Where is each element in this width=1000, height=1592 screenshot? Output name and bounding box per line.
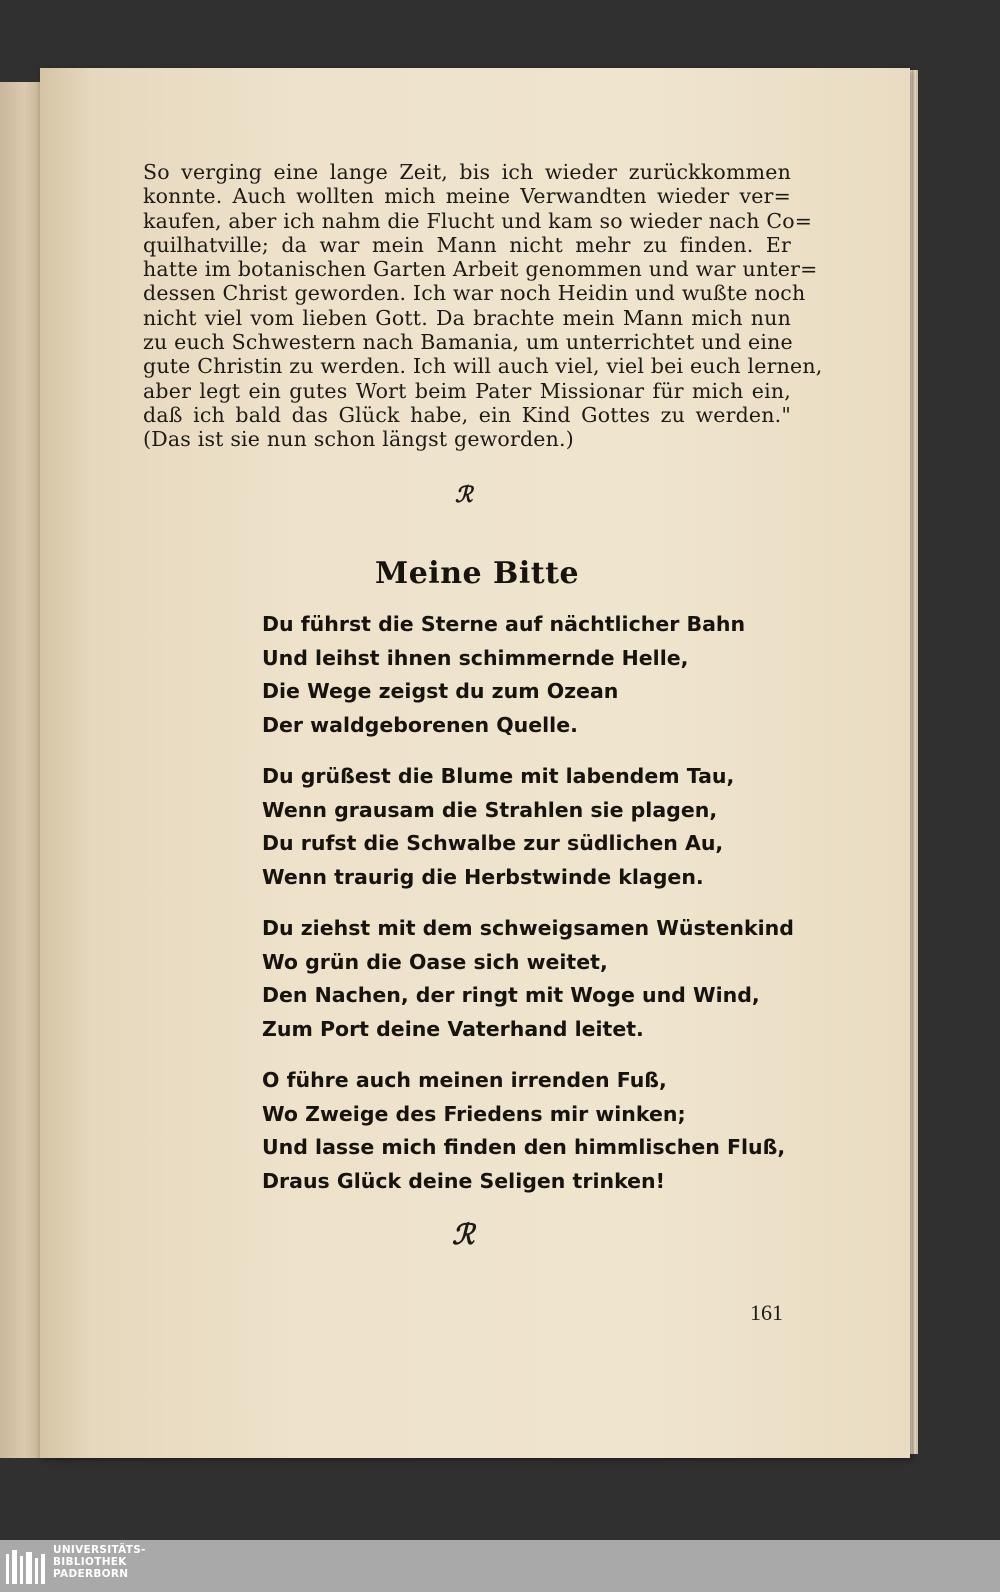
poem-line: Die Wege zeigst du zum Ozean xyxy=(262,679,619,703)
poem-line: Du rufst die Schwalbe zur südlichen Au, xyxy=(262,831,724,855)
prose-line: quilhatville; da war mein Mann nicht mehr zu finden. Er xyxy=(143,232,791,257)
ornament-icon: ℛ xyxy=(452,1218,475,1251)
poem-title: Meine Bitte xyxy=(375,556,580,591)
poem-line: Wo grün die Oase sich weitet, xyxy=(262,949,608,974)
prose-line: So verging eine lange Zeit, bis ich wieder zurückkommen xyxy=(143,160,791,184)
prose-line: aber legt ein gutes Wort beim Pater Missionar für mich ein, xyxy=(143,378,791,403)
left-page-edge xyxy=(0,82,45,1458)
poem-stanza xyxy=(262,608,746,742)
poem-line: Du führst die Sterne auf nächtlicher Bahn xyxy=(262,612,746,636)
poem-line: Du grüßest die Blume mit labendem Tau, xyxy=(262,764,735,788)
prose-line: nicht viel vom lieben Gott. Da brachte mein Mann mich nun xyxy=(143,305,791,330)
poem-line: Und lasse mich finden den himmlischen Fluß, xyxy=(262,1135,786,1159)
library-logo-text xyxy=(53,1544,146,1580)
library-name-line: PADERBORN xyxy=(53,1568,129,1580)
poem xyxy=(262,608,794,1216)
poem-line: Du ziehst mit dem schweigsamen Wüstenkind xyxy=(262,916,794,940)
poem-stanza xyxy=(262,760,735,894)
prose-line: daß ich bald das Glück habe, ein Kind Gottes zu werden." xyxy=(143,402,791,427)
library-barcode-logo-icon xyxy=(6,1548,46,1588)
prose-line: (Das ist sie nun schon längst geworden.) xyxy=(143,427,574,452)
poem-line: Draus Glück deine Seligen trinken! xyxy=(262,1168,665,1193)
poem-stanza xyxy=(262,1064,786,1198)
library-name-line: UNIVERSITÄTS- xyxy=(53,1544,146,1556)
prose-line: gute Christin zu werden. Ich will auch viel, viel bei euch lernen, xyxy=(143,354,823,379)
library-name-line: BIBLIOTHEK xyxy=(53,1556,127,1568)
library-footer-bar xyxy=(0,1540,1000,1592)
poem-line: O führe auch meinen irrenden Fuß, xyxy=(262,1068,667,1092)
poem-line: Der waldgeborenen Quelle. xyxy=(262,712,578,737)
prose-paragraph xyxy=(143,160,823,452)
ornament-icon: ℛ xyxy=(455,482,473,508)
poem-line: Wenn traurig die Herbstwinde klagen. xyxy=(262,864,704,889)
prose-line: zu euch Schwestern nach Bamania, um unterrichtet und eine xyxy=(143,330,793,355)
page-number: 161 xyxy=(750,1300,783,1325)
poem-line: Wo Zweige des Friedens mir winken; xyxy=(262,1101,686,1126)
poem-line: Den Nachen, der ringt mit Woge und Wind, xyxy=(262,983,760,1007)
poem-line: Und leihst ihnen schimmernde Helle, xyxy=(262,645,689,670)
poem-line: Zum Port deine Vaterhand leitet. xyxy=(262,1016,644,1041)
poem-line: Wenn grausam die Strahlen sie plagen, xyxy=(262,797,718,822)
prose-line: konnte. Auch wollten mich meine Verwandten wieder ver= xyxy=(143,184,791,209)
prose-line: kaufen, aber ich nahm die Flucht und kam so wieder nach Co= xyxy=(143,208,813,233)
prose-line: hatte im botanischen Garten Arbeit genommen und war unter= xyxy=(143,257,818,282)
poem-stanza xyxy=(262,912,794,1046)
prose-line: dessen Christ geworden. Ich war noch Heidin und wußte noch xyxy=(143,281,806,306)
